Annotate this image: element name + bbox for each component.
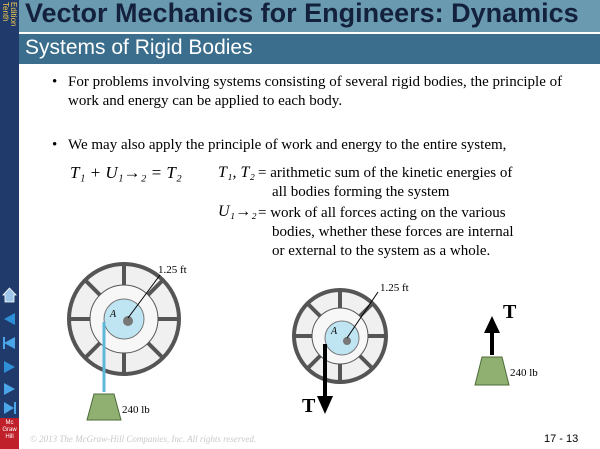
definition-line: or external to the system as a whole. xyxy=(272,243,491,259)
definition-line: = arithmetic sum of the kinetic energies of xyxy=(258,165,513,181)
logo-text-1: Mc xyxy=(5,420,14,426)
middle-wheel-figure xyxy=(294,282,409,417)
middle-pin xyxy=(343,337,351,345)
bullet-marker: • xyxy=(52,74,58,90)
left-wheel-figure xyxy=(69,264,187,420)
right-force-label: T xyxy=(503,301,517,323)
copyright-text: © 2013 The McGraw-Hill Companies, Inc. All rights reserved. xyxy=(30,434,257,444)
middle-radius-label: 1.25 ft xyxy=(380,282,409,294)
bullet-text: For problems involving systems consisting of several rigid bodies, the principle of work and energy can be applied to each body. xyxy=(68,74,563,109)
bullet-marker: • xyxy=(52,137,58,153)
logo-text-2: Graw xyxy=(2,427,17,433)
left-radius-label: 1.25 ft xyxy=(158,264,187,276)
left-hub-label: A xyxy=(110,309,117,320)
definition-symbol-u: U₁→₂ xyxy=(218,203,257,220)
right-weight xyxy=(475,357,509,385)
left-weight-label: 240 lb xyxy=(122,404,150,416)
right-weight-figure xyxy=(475,301,538,385)
middle-force-label: T xyxy=(302,395,316,417)
definition-line: bodies, whether these forces are internal xyxy=(272,224,514,240)
bullet-text: We may also apply the principle of work and energy to the entire system, xyxy=(68,137,507,153)
edition-line1: Tenth xyxy=(1,2,10,22)
definition-line: all bodies forming the system xyxy=(272,184,450,200)
definition-line: = work of all forces acting on the various xyxy=(258,205,506,221)
slide-subtitle: Systems of Rigid Bodies xyxy=(25,36,253,59)
slide-title: Vector Mechanics for Engineers: Dynamics xyxy=(25,0,579,28)
logo-text-3: Hill xyxy=(5,434,14,440)
work-energy-equation: T₁ + U₁→₂ = T₂ xyxy=(70,163,182,182)
middle-hub-label: A xyxy=(331,326,338,337)
right-weight-label: 240 lb xyxy=(510,367,538,379)
page-number: 17 - 13 xyxy=(544,433,579,445)
left-weight xyxy=(87,394,121,420)
edition-line2: Edition xyxy=(9,2,18,27)
definition-symbol-t: T₁, T₂ xyxy=(218,164,255,181)
